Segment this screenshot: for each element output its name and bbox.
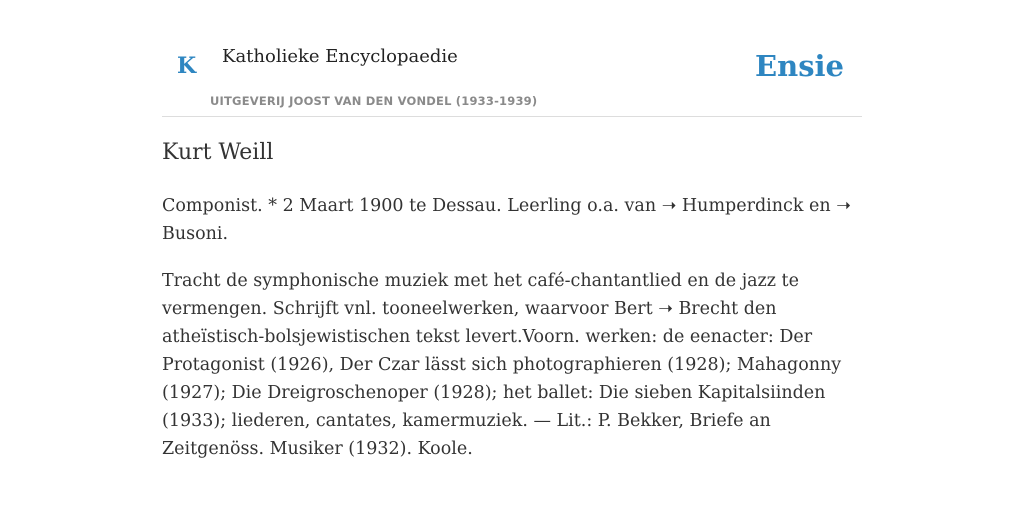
paragraph-text: .	[222, 224, 229, 244]
xref-brecht-link[interactable]: ➝ Brecht	[658, 299, 739, 319]
ensie-brand-link[interactable]: Ensie	[755, 49, 844, 83]
paragraph-text: Tracht de symphonische muziek met het café-chantantlied en de jazz te vermengen. Schrijft vnl. tooneelwerken, waarvoor Bert	[162, 271, 799, 319]
paragraph-text: en	[803, 196, 837, 216]
article-paragraph-1	[162, 192, 862, 248]
xref-busoni-link[interactable]: ➝ Busoni	[162, 196, 851, 244]
publication-title[interactable]: Katholieke Encyclopaedie	[222, 46, 458, 67]
publisher-label: UITGEVERIJ JOOST VAN DEN VONDEL (1933-1939)	[210, 94, 538, 108]
publication-logo-icon[interactable]: K	[177, 53, 197, 79]
header	[162, 0, 862, 117]
page	[162, 0, 862, 459]
xref-humperdinck-link[interactable]: ➝ Humperdinck	[661, 196, 804, 216]
article-paragraph-2	[162, 267, 862, 463]
paragraph-text: Componist. * 2 Maart 1900 te Dessau. Leerling o.a. van	[162, 196, 662, 216]
article-title: Kurt Weill	[162, 140, 274, 165]
paragraph-text: den atheïstisch-bolsjewistischen tekst levert.Voorn. werken: de eenacter: Der Protagonist (1926), Der Czar lässt sich photographieren (1928); Mahagonny (1927); Die Dreigroschenoper (1928); het ballet: Die sieben Kapitalsiinden (1933); liederen, cantates, kamermuziek. — Lit.: P. Bekker, Briefe an Zeitgenöss. Musiker (1932). Koole.	[162, 299, 842, 459]
